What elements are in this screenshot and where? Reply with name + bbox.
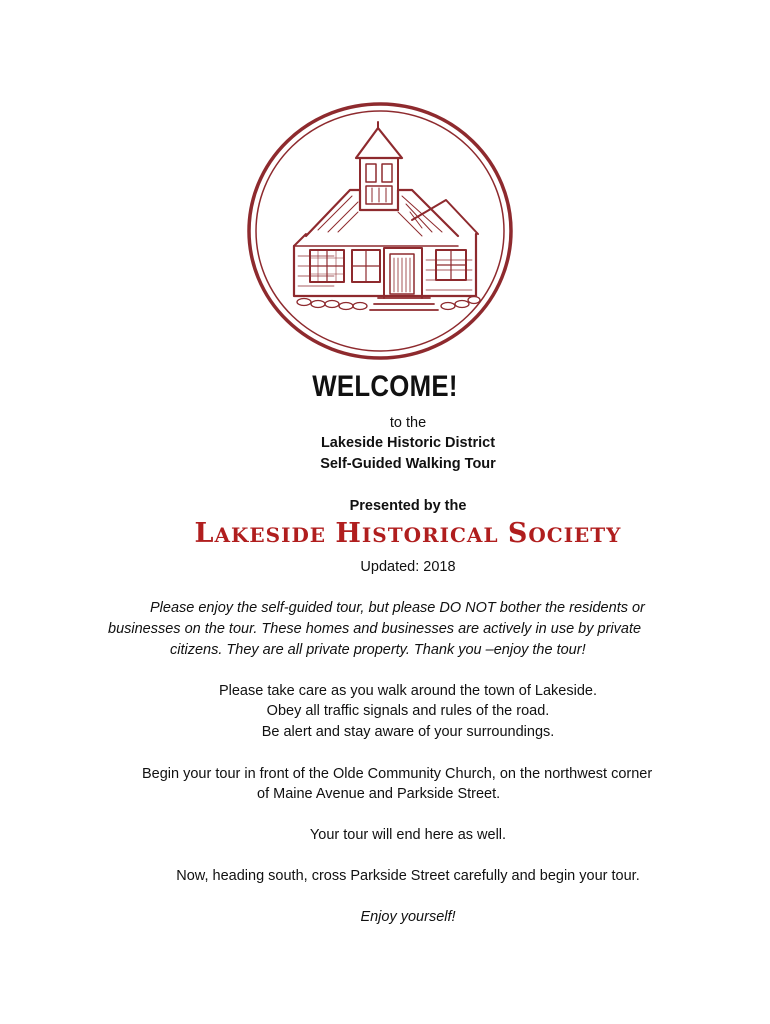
to-the-text: to the <box>389 415 427 431</box>
safety-line-2: Obey all traffic signals and rules of the road. <box>266 703 550 719</box>
safety-line-1: Please take care as you walk around the town of Lakeside. <box>218 683 598 699</box>
presented-by-text: Presented by the <box>349 498 467 514</box>
tour-title: Self-Guided Walking Tour <box>320 456 496 472</box>
direction-text: Now, heading south, cross Parkside Street carefully and begin your tour. <box>176 868 640 884</box>
schoolhouse-logo-icon <box>246 100 514 362</box>
welcome-heading: WELCOME! <box>312 370 458 403</box>
notice-line-1: Please enjoy the self-guided tour, but please DO NOT bother the residents or <box>150 600 645 616</box>
society-name: LAKESIDE HISTORICAL SOCIETY <box>194 518 622 549</box>
end-note: Your tour will end here as well. <box>309 827 507 843</box>
district-title: Lakeside Historic District <box>320 435 496 451</box>
notice-line-2: businesses on the tour. These homes and businesses are actively in use by private <box>108 621 642 637</box>
safety-line-3: Be alert and stay aware of your surroundings. <box>261 724 555 740</box>
closing-text: Enjoy yourself! <box>360 909 456 925</box>
notice-line-3: citizens. They are all private property. Thank you –enjoy the tour! <box>170 642 586 658</box>
start-line-1: Begin your tour in front of the Olde Community Church, on the northwest corner <box>142 766 653 782</box>
updated-text: Updated: 2018 <box>360 559 456 575</box>
start-line-2: of Maine Avenue and Parkside Street. <box>257 786 501 802</box>
